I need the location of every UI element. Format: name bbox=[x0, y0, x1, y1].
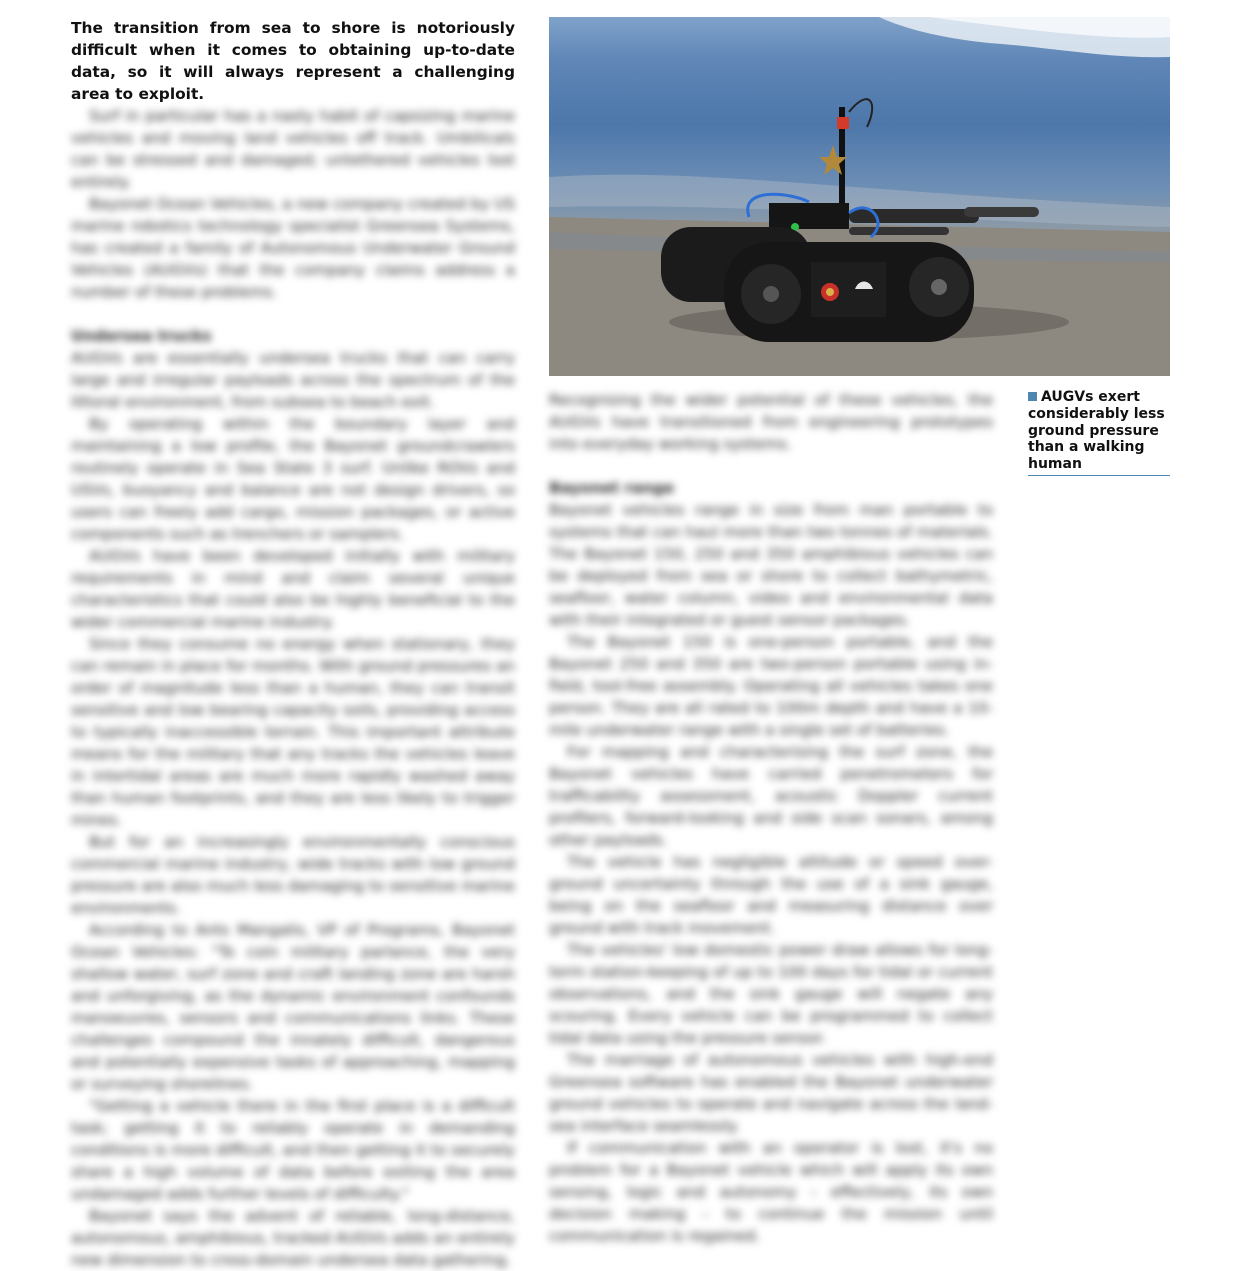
section-heading-undersea-trucks: Undersea trucks bbox=[71, 327, 212, 345]
body-paragraph: By operating within the boundary layer and maintaining a low profile, the Bayonet groundcrawlers routinely operate in Sea State 3 surf. Unlike ROVs and USVs, buoyancy and balance are not design drivers, so users can freely add cargo, mission packages, or active components such as trenchers or samplers. bbox=[71, 415, 515, 543]
section-heading-bayonet-range: Bayonet range bbox=[549, 479, 675, 497]
body-paragraph: Bayonet Ocean Vehicles, a new company created by US marine robotics technology specialist Greensea Systems, has created a family of Autonomous Underwater Ground Vehicles (AUGVs) that the company claims address a number of these problems. bbox=[71, 195, 515, 301]
body-paragraph: Surf in particular has a nasty habit of capsizing marine vehicles and moving land vehicles off track. Umbilicals can be stressed and damaged; untethered vehicles lost entirely. bbox=[71, 107, 515, 191]
body-paragraph: The vehicles' low domestic power draw allows for long-term station-keeping of up to 100 days for tidal or current observations, and the sink gauge will negate any scouring. Every vehicle can be programmed to collect tidal data using the pressure sensor. bbox=[549, 941, 993, 1047]
article-body-middle bbox=[549, 389, 993, 1247]
photo-caption bbox=[1028, 389, 1170, 476]
body-paragraph: AUGVs have been developed initially with military requirements in mind and claim several unique characteristics that could also be highly beneficial to the wider commercial marine industry. bbox=[71, 547, 515, 631]
body-paragraph: "Getting a vehicle there in the first place is a difficult task; getting it to reliably operate in demanding conditions is more difficult, and then getting it to securely share a high volume of data before exiting the area undamaged adds further levels of difficulty." bbox=[71, 1097, 515, 1203]
augv-photo-illustration bbox=[549, 17, 1170, 376]
body-paragraph: If communication with an operator is lost, it's no problem for a Bayonet vehicle which will apply its own sensing, logic and autonomy - effectively, its own decision making - to continue the mission until communication is regained. bbox=[549, 1139, 993, 1245]
caption-text: AUGVs exert considerably less ground pressure than a walking human bbox=[1028, 389, 1165, 473]
article-column-middle bbox=[549, 389, 993, 1247]
article-lead: The transition from sea to shore is notoriously difficult when it comes to obtaining up-to-date data, so it will always represent a challenging area to exploit. bbox=[71, 19, 515, 103]
article-column-left bbox=[71, 17, 515, 1271]
body-paragraph: But for an increasingly environmentally conscious commercial marine industry, wide tracks with low ground pressure are also much less damaging to sensitive marine environments. bbox=[71, 833, 515, 917]
article-body-left bbox=[71, 105, 515, 1271]
body-paragraph: According to Ants Mangalis, VP of Programs, Bayonet Ocean Vehicles: "To coin military parlance, the very shallow water, surf zone and craft landing zone are harsh and unforgiving, as the dynamic environment confounds manoeuvres, sensors and communications links. These challenges compound the innately difficult, dangerous and potentially expensive tasks of approaching, mapping or surveying shorelines. bbox=[71, 921, 515, 1093]
body-paragraph: Recognising the wider potential of these vehicles, the AUGVs have transitioned from engineering prototypes into everyday working systems. bbox=[549, 391, 993, 453]
caption-square-icon bbox=[1028, 392, 1037, 401]
body-paragraph: Since they consume no energy when stationary, they can remain in place for months. With ground pressures an order of magnitude less than a human, they can transit sensitive and low bearing capacity soils, providing access to typically inaccessible terrain. This important attribute means for the military that any tracks the vehicles leave in intertidal areas are much more rapidly washed away than human footprints, and they are less likely to trigger mines. bbox=[71, 635, 515, 829]
body-paragraph: The marriage of autonomous vehicles with high-end Greensea software has enabled the Bayonet underwater ground vehicles to operate and navigate across the land-sea interface seamlessly. bbox=[549, 1051, 993, 1135]
body-paragraph: AUGVs are essentially undersea trucks that can carry large and irregular payloads across the spectrum of the littoral environment, from subsea to beach exit. bbox=[71, 349, 515, 411]
body-paragraph: The vehicle has negligible altitude or speed over-ground uncertainty through the use of a sink gauge, being on the seafloor and measuring distance over ground with track movement. bbox=[549, 853, 993, 937]
body-paragraph: The Bayonet 150 is one-person portable, and the Bayonet 250 and 350 are two-person portable using in-field, tool-free assembly. Operating all vehicles takes one person. They are all rated to 100m depth and have a 10-mile underwater range with a single set of batteries. bbox=[549, 633, 993, 739]
augv-beach-photo bbox=[549, 17, 1170, 376]
body-paragraph: Bayonet vehicles range in size from man portable to systems that can haul more than two tonnes of materials. The Bayonet 150, 250 and 350 amphibious vehicles can be deployed from sea or shore to collect bathymetric, seafloor, water column, video and environmental data with their integrated or guest sensor packages. bbox=[549, 501, 993, 629]
body-paragraph: For mapping and characterising the surf zone, the Bayonet vehicles have carried penetrometers for trafficability assessment, acoustic Doppler current profilers, forward-looking and side scan sonars, among other payloads. bbox=[549, 743, 993, 849]
body-paragraph: Bayonet says the advent of reliable, long-distance, autonomous, amphibious, tracked AUGVs adds an entirely new dimension to cross-domain undersea data gathering. bbox=[71, 1207, 515, 1269]
